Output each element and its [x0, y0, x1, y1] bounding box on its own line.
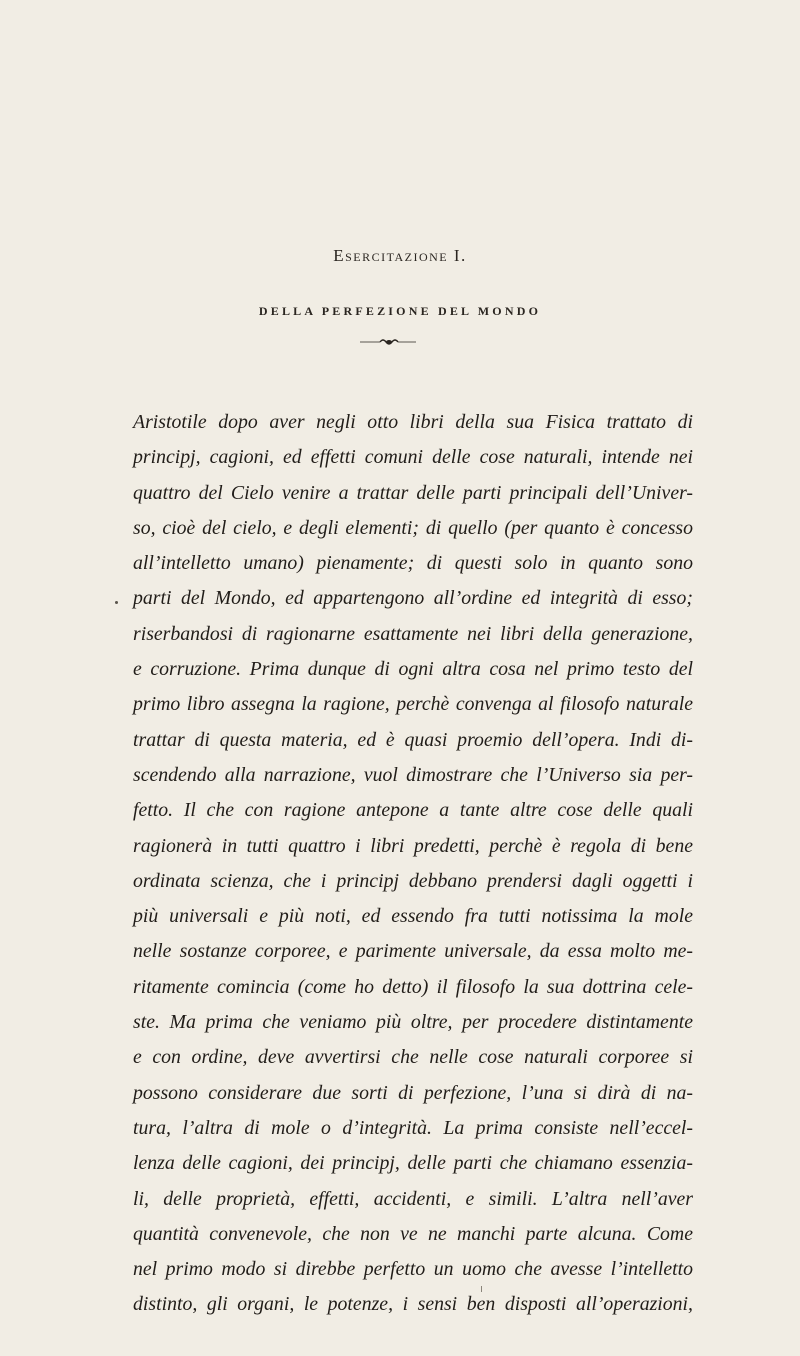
text-line: so, cioè del cielo, e degli elementi; di quello (per quanto è concesso [133, 516, 693, 539]
text-line: nelle sostanze corporee, e parimente universale, da essa molto me- [133, 940, 693, 963]
page-mark [481, 1286, 482, 1292]
text-line: all’intelletto umano) pienamente; di questi solo in quanto sono [133, 552, 693, 575]
text-line: ragionerà in tutti quattro i libri predetti, perchè è regola di bene [133, 834, 693, 857]
ornamental-rule-icon [360, 337, 416, 347]
text-line: quantità convenevole, che non ve ne manchi parte alcuna. Come [133, 1222, 693, 1245]
text-line: e corruzione. Prima dunque di ogni altra cosa nel primo testo del [133, 658, 693, 681]
text-line: scendendo alla narrazione, vuol dimostrare che l’Universo sia per- [133, 763, 693, 786]
text-line: quattro del Cielo venire a trattar delle parti principali dell’Univer- [133, 481, 693, 504]
text-line: Aristotile dopo aver negli otto libri della sua Fisica trattato di [133, 411, 693, 433]
text-line: fetto. Il che con ragione antepone a tante altre cose delle quali [133, 799, 693, 822]
text-line: lenza delle cagioni, dei principj, delle parti che chiamano essenzia- [133, 1152, 693, 1175]
text-line: ste. Ma prima che veniamo più oltre, per procedere distintamente [133, 1011, 693, 1034]
text-line: distinto, gli organi, le potenze, i sensi ben disposti all’operazioni, [133, 1293, 693, 1316]
text-line: riserbandosi di ragionarne esattamente nei libri della generazione, [133, 622, 693, 645]
text-line: parti del Mondo, ed appartengono all’ordine ed integrità di esso; [133, 587, 693, 610]
margin-mark [115, 601, 118, 604]
chapter-heading: Esercitazione I. [333, 246, 467, 265]
body-text [133, 405, 693, 1323]
text-line: trattar di questa materia, ed è quasi proemio dell’opera. Indi di- [133, 728, 693, 751]
text-line: possono considerare due sorti di perfezione, l’una si dirà di na- [133, 1081, 693, 1104]
text-line: ritamente comincia (come ho detto) il filosofo la sua dottrina cele- [133, 975, 693, 998]
text-line: ordinata scienza, che i principj debbano prendersi dagli oggetti i [133, 869, 693, 892]
text-line: nel primo modo si direbbe perfetto un uomo che avesse l’intelletto [133, 1258, 693, 1281]
text-line: e con ordine, deve avvertirsi che nelle cose naturali corporee si [133, 1046, 693, 1069]
chapter-subtitle: DELLA PERFEZIONE DEL MONDO [258, 304, 542, 318]
text-line: tura, l’altra di mole o d’integrità. La prima consiste nell’eccel- [133, 1116, 693, 1139]
text-line: primo libro assegna la ragione, perchè convenga al filosofo naturale [133, 693, 693, 716]
text-line: principj, cagioni, ed effetti comuni delle cose naturali, intende nei [133, 446, 693, 469]
text-line: li, delle proprietà, effetti, accidenti, e simili. L’altra nell’aver [133, 1187, 693, 1210]
text-line: più universali e più noti, ed essendo fra tutti notissima la mole [133, 905, 693, 928]
